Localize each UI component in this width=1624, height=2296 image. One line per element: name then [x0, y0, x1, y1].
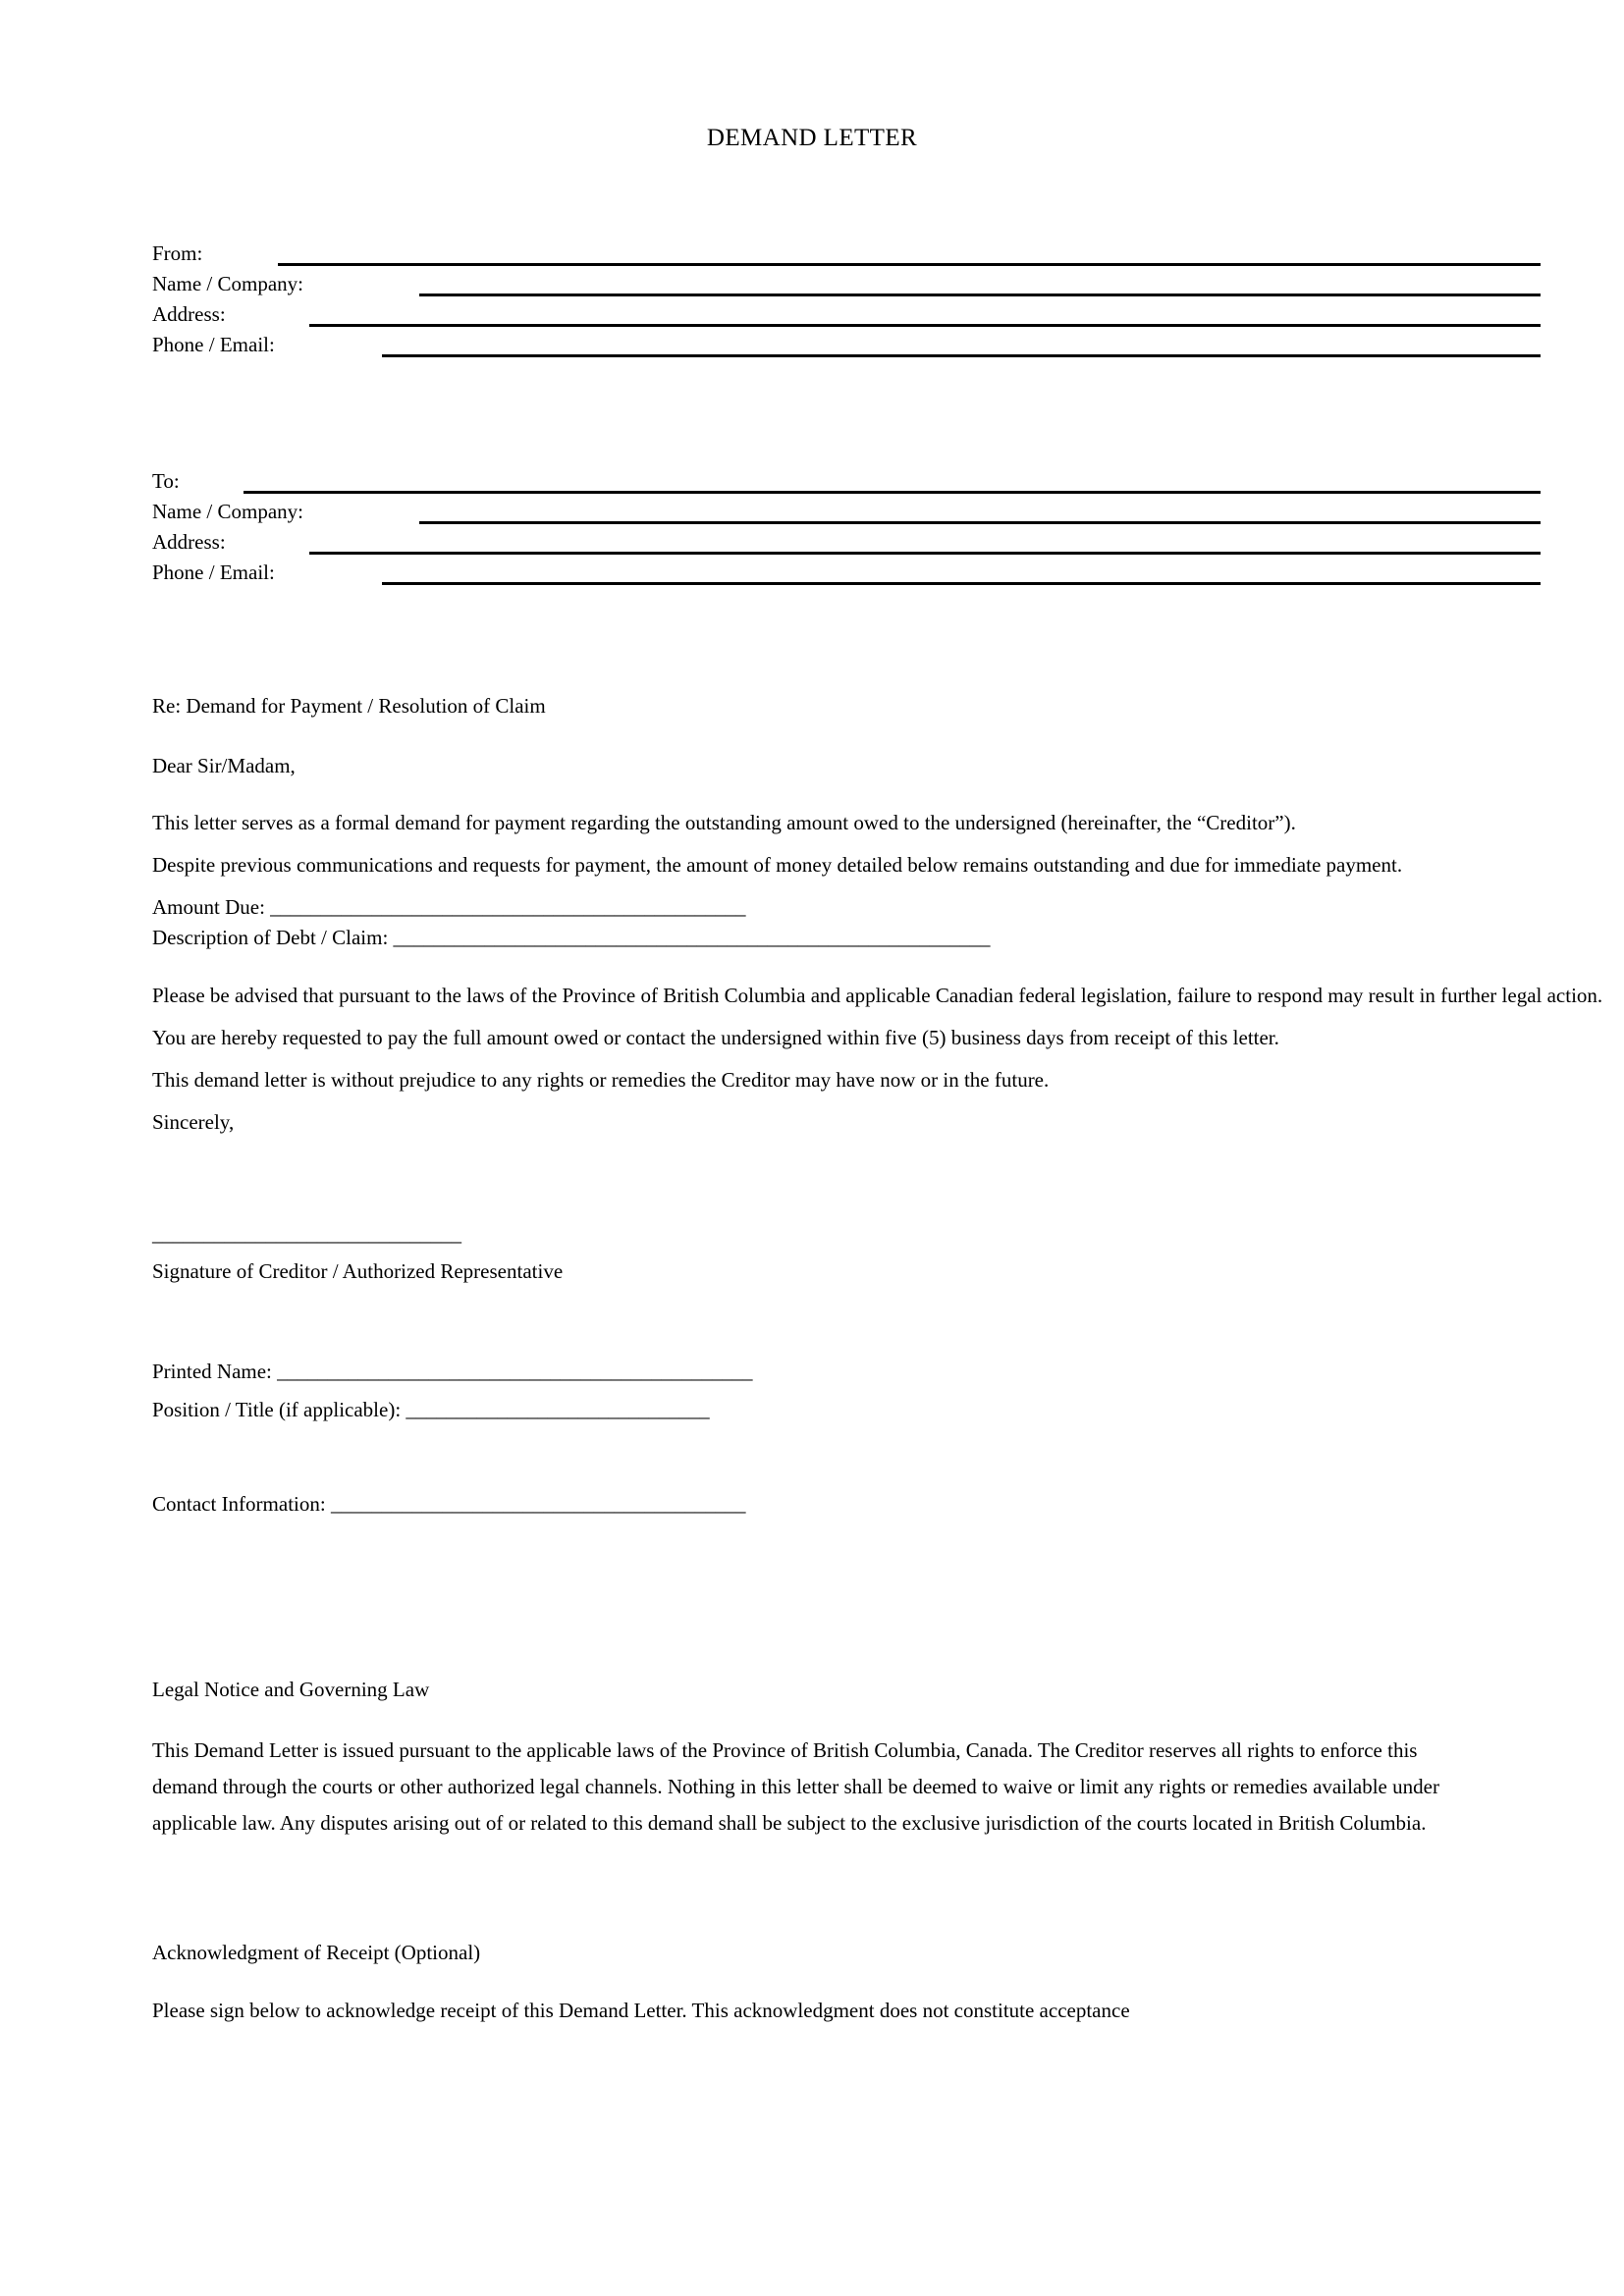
from-row-name-company: [152, 269, 1527, 299]
body-paragraph-4: You are hereby requested to pay the full amount owed or contact the undersigned within five (5) business days from receipt of this letter.: [152, 1026, 1279, 1049]
amount-due-row: [152, 893, 745, 921]
legal-notice-heading: Legal Notice and Governing Law: [152, 1678, 430, 1701]
to-row-phone-email: [152, 558, 1527, 588]
to-label: To:: [152, 469, 180, 493]
position-title-fill[interactable]: ______________________________: [406, 1398, 710, 1421]
amount-due-fill[interactable]: _______________________________________________: [270, 895, 746, 919]
signature-fill-line[interactable]: ______________________________: [152, 1222, 461, 1246]
to-address-block: [152, 466, 1527, 588]
from-name-company-label: Name / Company:: [152, 272, 303, 295]
contact-information-row: [152, 1490, 745, 1518]
page-title: DEMAND LETTER: [706, 125, 918, 151]
amount-due-label: Amount Due:: [152, 895, 271, 919]
acknowledgment-heading: Acknowledgment of Receipt (Optional): [152, 1941, 481, 1964]
from-row-phone-email: [152, 330, 1527, 360]
subject-line: Re: Demand for Payment / Resolution of Claim: [152, 694, 546, 718]
to-name-company-label: Name / Company:: [152, 500, 303, 523]
acknowledgment-paragraph: Please sign below to acknowledge receipt of this Demand Letter. This acknowledgment does not constitute acceptance: [152, 1999, 1130, 2022]
from-address-block: [152, 239, 1527, 360]
signature-caption: Signature of Creditor / Authorized Representative: [152, 1259, 564, 1283]
from-row-address: [152, 299, 1527, 330]
closing-line: Sincerely,: [152, 1110, 235, 1134]
printed-name-label: Printed Name:: [152, 1360, 278, 1383]
from-row-from: [152, 239, 1527, 269]
from-address-fill-rule[interactable]: [309, 324, 1541, 327]
description-of-debt-row: [152, 924, 990, 951]
body-paragraph-1: This letter serves as a formal demand for payment regarding the outstanding amount owed to the undersigned (hereinafter, the “Creditor”).: [152, 811, 1296, 834]
from-address-label: Address:: [152, 302, 226, 326]
to-phone-email-fill-rule[interactable]: [382, 582, 1541, 585]
contact-information-label: Contact Information:: [152, 1492, 331, 1516]
from-fill-rule[interactable]: [278, 263, 1541, 266]
from-phone-email-label: Phone / Email:: [152, 333, 275, 356]
from-phone-email-fill-rule[interactable]: [382, 354, 1541, 357]
contact-information-fill[interactable]: _________________________________________: [330, 1492, 746, 1516]
salutation: Dear Sir/Madam,: [152, 754, 296, 777]
position-title-row: [152, 1396, 709, 1423]
to-name-company-fill-rule[interactable]: [419, 521, 1541, 524]
to-address-fill-rule[interactable]: [309, 552, 1541, 555]
to-row-to: [152, 466, 1527, 497]
legal-notice-paragraph: This Demand Letter is issued pursuant to the applicable laws of the Province of British Columbia, Canada. The Creditor reserves all rights to enforce this demand through the courts or other authorized legal channels. Nothing in this letter shall be deemed to waive or limit any rights or remedies available under applicable law. Any disputes arising out of or related to this demand shall be subject to the exclusive jurisdiction of the courts located in British Columbia.: [152, 1738, 1439, 1835]
description-of-debt-fill[interactable]: ___________________________________________________________: [393, 926, 991, 949]
printed-name-row: [152, 1358, 752, 1385]
printed-name-fill[interactable]: _______________________________________________: [277, 1360, 753, 1383]
body-paragraph-5: This demand letter is without prejudice to any rights or remedies the Creditor may have now or in the future.: [152, 1068, 1050, 1092]
from-label: From:: [152, 241, 203, 265]
description-of-debt-label: Description of Debt / Claim:: [152, 926, 394, 949]
body-paragraph-2: Despite previous communications and requests for payment, the amount of money detailed below remains outstanding and due for immediate payment.: [152, 853, 1403, 877]
to-fill-rule[interactable]: [244, 491, 1541, 494]
from-name-company-fill-rule[interactable]: [419, 294, 1541, 296]
position-title-label: Position / Title (if applicable):: [152, 1398, 406, 1421]
to-phone-email-label: Phone / Email:: [152, 561, 275, 584]
to-address-label: Address:: [152, 530, 226, 554]
to-row-address: [152, 527, 1527, 558]
body-paragraph-3: Please be advised that pursuant to the laws of the Province of British Columbia and applicable Canadian federal legislation, failure to respond may result in further legal action.: [152, 984, 1603, 1007]
to-row-name-company: [152, 497, 1527, 527]
